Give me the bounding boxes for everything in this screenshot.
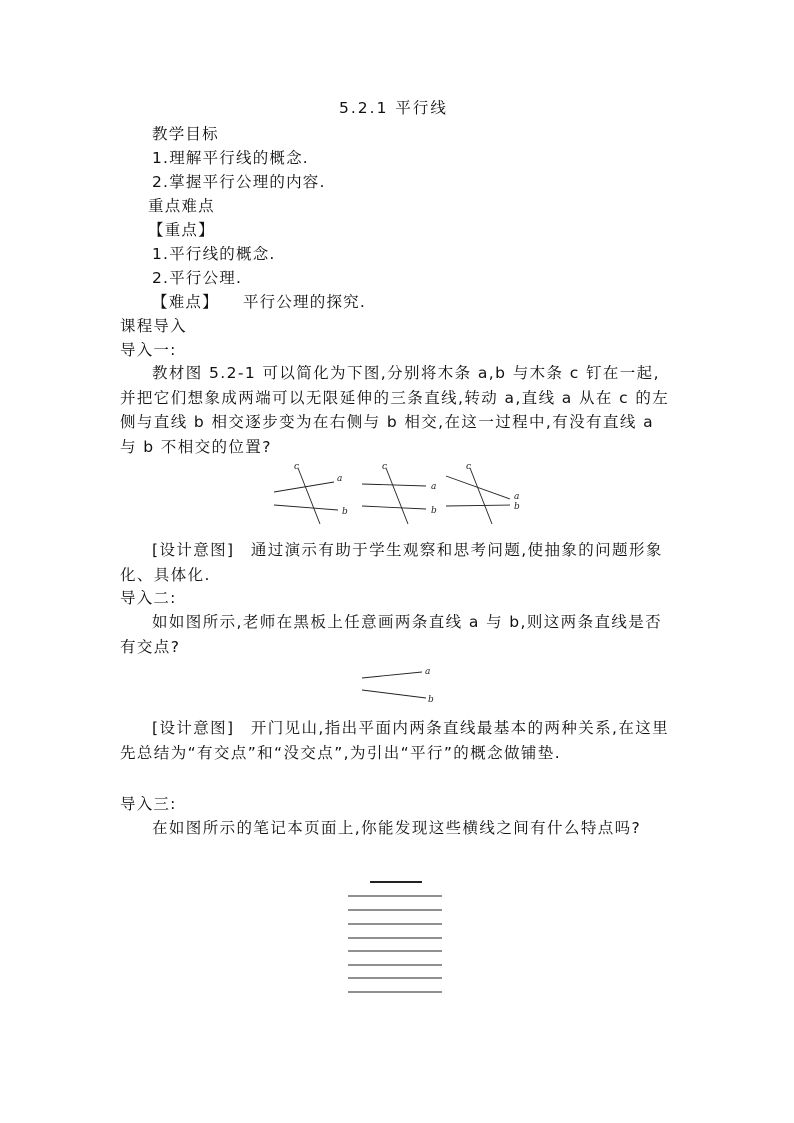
intro-heading: 课程导入 xyxy=(120,317,187,335)
difficulty-label: 【难点】 xyxy=(152,293,219,311)
design-label: [设计意图] xyxy=(152,719,235,737)
label-a: a xyxy=(337,474,343,484)
difficulty-row xyxy=(152,290,366,314)
design-text: 通过演示有助于学生观察和思考问题,使抽象的问题形象化、具体化. xyxy=(120,541,663,584)
intro-part3-text: 在如图所示的笔记本页面上,你能发现这些横线之间有什么特点吗? xyxy=(152,819,642,837)
design-intent-2 xyxy=(120,716,670,765)
design-intent-1 xyxy=(120,538,670,587)
focus-item: 2.平行公理. xyxy=(152,269,243,287)
label-b: b xyxy=(514,502,520,512)
intro-part3-heading: 导入三: xyxy=(120,795,177,813)
label-c: c xyxy=(382,462,388,472)
intro-part2-heading: 导入二: xyxy=(120,589,177,607)
objective-item: 1.理解平行线的概念. xyxy=(152,149,309,167)
objectives-heading: 教学目标 xyxy=(152,125,219,143)
key-points-heading: 重点难点 xyxy=(148,197,215,215)
design-label: [设计意图] xyxy=(152,541,235,559)
label-c: c xyxy=(466,462,472,472)
notebook-lines-figure xyxy=(346,876,446,998)
label-a: a xyxy=(425,667,431,677)
label-a: a xyxy=(431,482,437,492)
label-b: b xyxy=(342,507,348,517)
intro-part2-text: 如如图所示,老师在黑板上任意画两条直线 a 与 b,则这两条直线是否有交点? xyxy=(120,613,663,656)
label-a: a xyxy=(514,492,520,502)
label-b: b xyxy=(428,695,434,705)
label-c: c xyxy=(294,462,300,472)
focus-item: 1.平行线的概念. xyxy=(152,245,276,263)
label-b: b xyxy=(431,506,437,516)
rotating-lines-figure xyxy=(270,460,530,530)
intro-part1-heading: 导入一: xyxy=(120,341,177,359)
intro-part1-text: 教材图 5.2-1 可以简化为下图,分别将木条 a,b 与木条 c 钉在一起,并把它们想象成两端可以无限延伸的三条直线,转动 a,直线 a 从在 c 的左侧与直线 b 相交逐步变为在右侧与 b 相交,在这一过程中,有没有直线 a 与 b 不相交的位置? xyxy=(120,364,670,456)
two-lines-figure xyxy=(358,664,438,704)
focus-label: 【重点】 xyxy=(148,221,215,239)
difficulty-text: 平行公理的探究. xyxy=(242,293,366,311)
page-title: 5.2.1 平行线 xyxy=(339,99,448,117)
design-text: 开门见山,指出平面内两条直线最基本的两种关系,在这里先总结为“有交点”和“没交点”,为引出“平行”的概念做铺垫. xyxy=(120,719,670,762)
objective-item: 2.掌握平行公理的内容. xyxy=(152,173,326,191)
